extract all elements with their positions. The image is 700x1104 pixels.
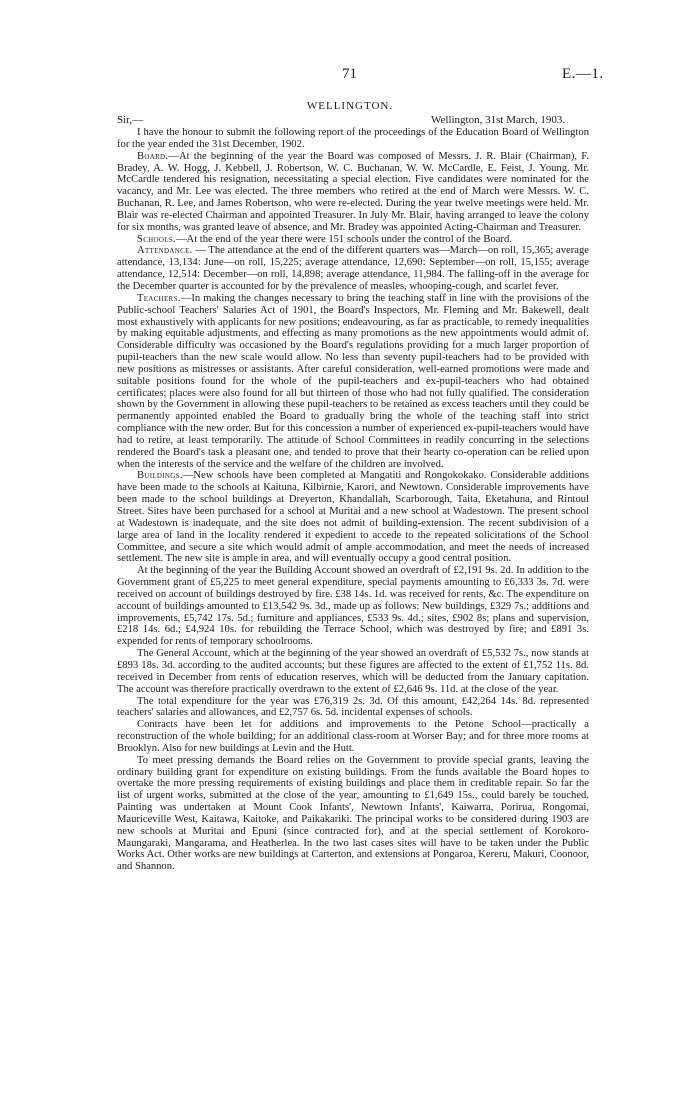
paragraph-building-account — [117, 565, 589, 648]
paragraph-total-expenditure — [117, 696, 589, 720]
paragraph-text: —At the beginning of the year the Board was composed of Messrs. J. R. Blair (Chairman), F. Bradey, A. W. Hogg, J. Kebbell, J. Robertson, W. C. Buchanan, W. W. McCardle, E. Feist, J. Young. Mr. McCardle tendered his resignation, necessitating a special election. Five candidates were nominated for the vacancy, and Mr. Lee was elected. The three members who retired at the end of March were Messrs. W. C. Buchanan, R. Lee, and James Robertson, who were re-elected. During the year twelve meetings were held. Mr. Blair was re-elected Chairman and appointed Treasurer. In July Mr. Blair, having arranged to leave the colony for six months, was granted leave of absence, and Mr. Bradey was appointed Acting-Chairman and Treasurer. — [117, 150, 589, 233]
paragraph-text: The General Account, which at the beginning of the year showed an overdraft of £5,532 7s., now stands at £893 18s. 3d. according to the audited accounts; but these figures are affected to the extent of £1,752 11s. 8d. received in December from rents of education reserves, which will be deducted from the January capitation. The account was therefore practically overdrawn to the extent of £2,646 9s. 11d. at the close of the year. — [117, 648, 589, 695]
paragraph-attendance — [117, 245, 589, 292]
paragraph-lead: Board. — [137, 150, 169, 162]
paragraph-contracts — [117, 719, 589, 755]
paragraph-schools — [117, 234, 589, 246]
report-body — [117, 127, 589, 873]
paragraph-text: To meet pressing demands the Board relies on the Government to provide special grants, leaving the ordinary building grant for expenditure on existing buildings. From the funds available the Board hopes to overtake the more pressing requirements of existing buildings and place them in creditable repair. So far the list of urgent works, submitted at the close of the year, amounting to £1,649 15s., could barely be touched. Painting was undertaken at Mount Cook Infants', Newtown Infants', Kaiwarra, Porirua, Rongomai, Mauriceville West, Kaitawa, Kaitoke, and Paikakariki. The principal works to be considered during 1903 are new schools at Muritai and Epuni (since contracted for), and at the special settlement of Korokoro-Maungaraki, Mangarama, and Heatherlea. In the two last cases sites will have to be taken under the Public Works Act. Other works are new buildings at Carterton, and extensions at Pongaroa, Kereru, Makuri, Coonoor, and Shannon. — [117, 754, 589, 873]
paragraph-text: At the beginning of the year the Building Account showed an overdraft of £2,191 9s. 2d. In addition to the Government grant of £5,225 to meet general expenditure, special payments amounting to £6,333 3s. 7d. were received on account of buildings destroyed by fire. £38 14s. 1d. was received for rents, &c. The expenditure on account of buildings amounted to £13,542 9s. 3d., made up as follows: New buildings, £329 7s.; additions and improvements, £5,742 17s. 5d.; furniture and appliances, £533 9s. 4d.; sites, £902 8s; plans and supervision, £218 14s. 6d.; £4,924 10s. for rebuilding the Terrace School, which was destroyed by fire; and £891 3s. expended for rents of temporary schoolrooms. — [117, 565, 589, 648]
paragraph-board — [117, 151, 589, 234]
paragraph-lead: Schools. — [137, 233, 176, 245]
section-heading: WELLINGTON. — [306, 100, 394, 112]
paragraph-lead: Teachers. — [137, 292, 181, 304]
dateline: Wellington, 31st March, 1903. — [431, 114, 566, 126]
paragraph-text: I have the honour to submit the following report of the proceedings of the Education Board of Wellington for the year ended the 31st December, 1902. — [117, 127, 589, 150]
paragraph-general-account — [117, 648, 589, 695]
paragraph-teachers — [117, 293, 589, 471]
paragraph-text: —At the end of the year there were 151 schools under the control of the Board. — [175, 233, 512, 245]
paragraph-text: —In making the changes necessary to bring the teaching staff in line with the provisions of the Public-school Teachers' Salaries Act of 1901, the Board's Inspectors, Mr. Fleming and Mr. Bakewell, dealt most exhaustively with applicants for new positions; endeavouring, as far as practicable, to remedy inequalities by making equitable adjustments, and effecting as many promotions as the new appointments would admit of. Considerable difficulty was occasioned by the Board's regulations providing for a much larger proportion of pupil-teachers than the new scale would allow. No less than seventy pupil-teachers had to be provided with new positions as mistresses or assistants. After careful consideration, well-earned promotions were made and suitable positions found for the whole of the pupil-teachers and ex-pupil-teachers who had obtained certificates; places were also found for all but thirteen of those who had not fully qualified. The consideration shown by the Government in allowing these pupil-teachers to be retained as excess teachers until they could be permanently appointed enabled the Board to gradually bring the whole of the teaching staff into strict compliance with the new order. But for this concession a number of experienced ex-pupil-teachers would have had to retire, at least temporarily. The attitude of School Committees in readily concurring in the selections rendered the Board's task a pleasant one, and tended to prove that their hearty co-operation can be relied upon when the interests of the service and the welfare of the children are involved. — [117, 292, 589, 470]
paragraph-text: — The attendance at the end of the different quarters was—March—on roll, 15,365; average attendance, 13,134: June—on roll, 15,225; average attendance, 12,690: September—on roll, 15,155; average attendance, 12,514: December—on roll, 14,898; average attendance, 11,984. The falling-off in the average for the December quarter is accounted for by the prevalence of measles, whooping-cough, and scarlet fever. — [117, 245, 589, 292]
paragraph-pressing-demands — [117, 755, 589, 873]
paragraph-buildings — [117, 470, 589, 565]
paragraph-lead: Attendance. — [137, 245, 193, 257]
paragraph-text: —New schools have been completed at Mangatiti and Rongokokako. Considerable additions have been made to the schools at Kaituna, Kilbirnie, Karori, and Newtown. Considerable improvements have been made to the school buildings at Dreyerton, Khandallah, Scarborough, Taita, Eketahuna, and Rintoul Street. Sites have been purchased for a school at Muritai and a new school at Wadestown. The present school at Wadestown is inadequate, and the site does not admit of building-extension. The recent subdivision of a large area of land in the locality rendered it expedient to accede to the repeated solicitations of the School Committee, and secure a site which would admit of ample accommodation, and meet the needs of increased settlement. The new site is ample in area, and will eventually occupy a good central position. — [117, 470, 589, 565]
paragraph-lead: Buildings. — [137, 470, 183, 482]
paragraph-intro — [117, 127, 589, 151]
paragraph-text: Contracts have been let for additions and improvements to the Petone School—practically a reconstruction of the whole building; for an additional class-room at Worser Bay; and for three more rooms at Brooklyn. Also for new buildings at Levin and the Hutt. — [117, 719, 589, 754]
page-number: 71 — [342, 66, 357, 82]
paragraph-text: The total expenditure for the year was £76,319 2s. 3d. Of this amount, £42,264 14s. 8d. represented teachers' salaries and allowances, and £2,757 6s. 5d. incidental expenses of schools. — [117, 695, 589, 719]
document-reference: E.—1. — [562, 66, 604, 82]
salutation: Sir,— — [117, 114, 144, 126]
